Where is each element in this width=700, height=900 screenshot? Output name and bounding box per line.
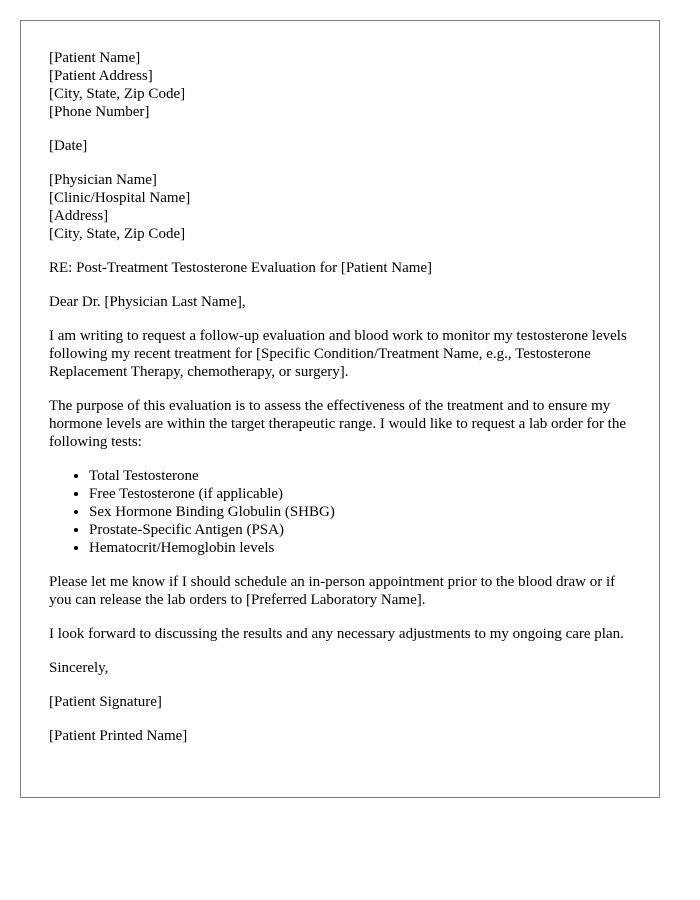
sender-city-state-zip: [City, State, Zip Code] <box>49 86 186 102</box>
subject-line: RE: Post-Treatment Testosterone Evaluation for [Patient Name] <box>49 260 433 276</box>
salutation: Dear Dr. [Physician Last Name], <box>49 294 246 310</box>
closing-paragraph-2: I look forward to discussing the results and any necessary adjustments to my ongoing care plan. <box>49 626 624 642</box>
recipient-address: [Address] <box>49 208 109 224</box>
sender-address-block <box>49 49 631 121</box>
recipient-name: [Physician Name] <box>49 172 157 188</box>
recipient-address-block <box>49 171 631 243</box>
body-paragraph-1: I am writing to request a follow-up evaluation and blood work to monitor my testosterone levels following my recent treatment for [Specific Condition/Treatment Name, e.g., Testosterone Replacement Therapy, chemotherapy, or surgery]. <box>49 328 627 380</box>
valediction: Sincerely, <box>49 660 109 676</box>
sender-address: [Patient Address] <box>49 68 153 84</box>
test-list-item: • Sex Hormone Binding Globulin (SHBG) <box>89 503 631 521</box>
signature-placeholder: [Patient Signature] <box>49 694 162 710</box>
closing-paragraph-1: Please let me know if I should schedule an in-person appointment prior to the blood draw or if you can release the lab orders to [Preferred Laboratory Name]. <box>49 574 616 608</box>
test-list-item: • Total Testosterone <box>89 467 631 485</box>
sender-name: [Patient Name] <box>49 50 141 66</box>
test-list <box>49 467 631 557</box>
letter <box>20 20 660 798</box>
body-paragraph-2: The purpose of this evaluation is to assess the effectiveness of the treatment and to ensure my hormone levels are within the target therapeutic range. I would like to request a lab order for the following tests: <box>49 398 627 450</box>
recipient-clinic: [Clinic/Hospital Name] <box>49 190 191 206</box>
recipient-city-state-zip: [City, State, Zip Code] <box>49 226 186 242</box>
test-list-item: • Free Testosterone (if applicable) <box>89 485 631 503</box>
printed-name-placeholder: [Patient Printed Name] <box>49 728 188 744</box>
sender-phone: [Phone Number] <box>49 104 150 120</box>
test-list-item: • Hematocrit/Hemoglobin levels <box>89 539 631 557</box>
letter-date: [Date] <box>49 138 88 154</box>
test-list-item: • Prostate-Specific Antigen (PSA) <box>89 521 631 539</box>
